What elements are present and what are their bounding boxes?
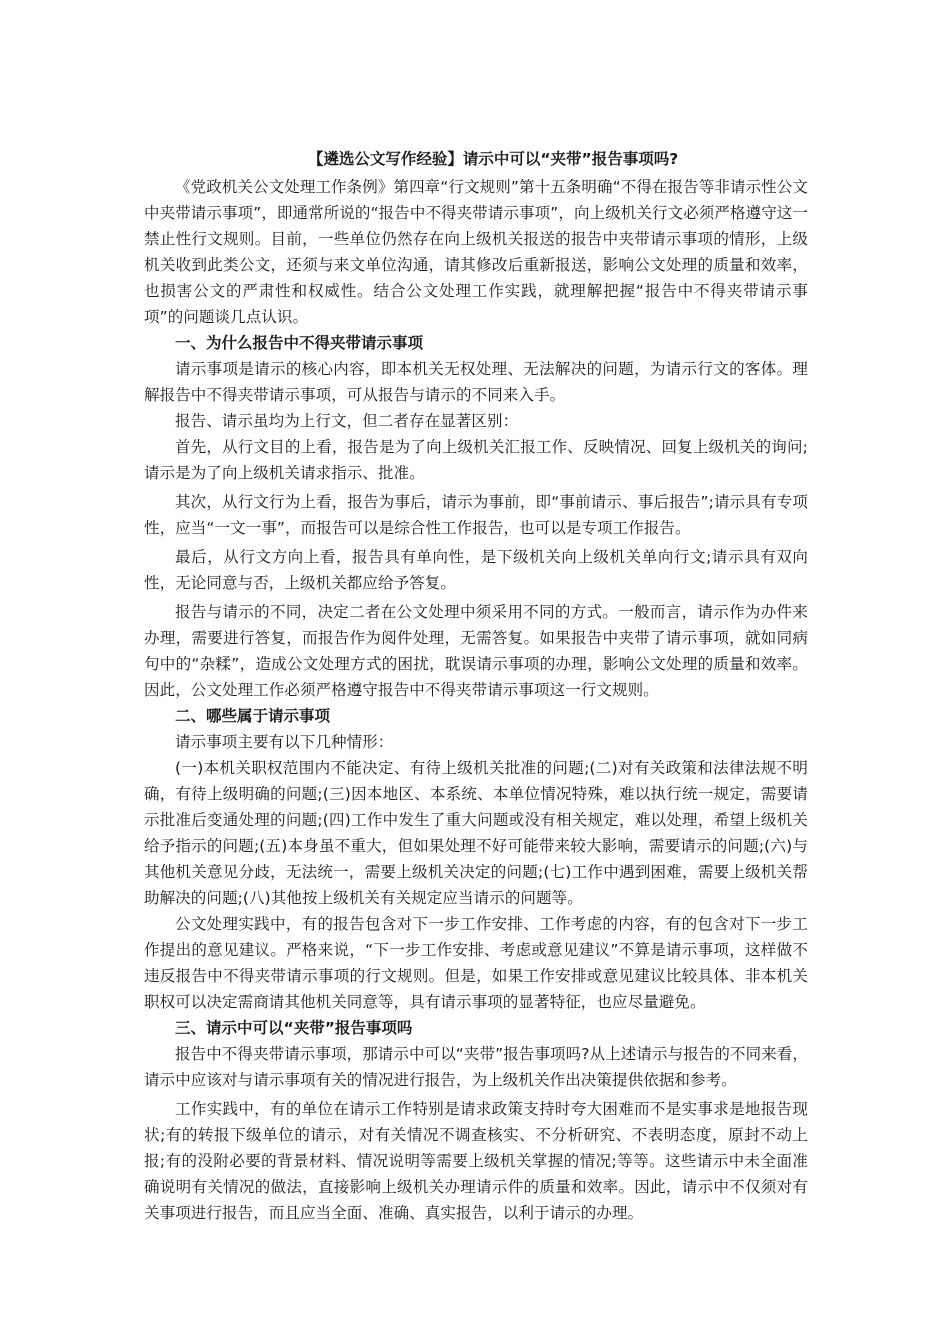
section-heading-1: 一、为什么报告中不得夹带请示事项 bbox=[175, 334, 424, 352]
paragraph: 最后，从行文方向上看，报告具有单向性，是下级机关向上级机关单向行文;请示具有双向性，无论同意与否，上级机关都应给予答复。 bbox=[144, 548, 808, 592]
paragraph: 工作实践中，有的单位在请示工作特别是请求政策支持时夸大困难而不是实事求是地报告现状;有的转报下级单位的请示，对有关情况不调查核实、不分析研究、不表明态度，原封不动上报;有的没附必要的背景材料、情况说明等需要上级机关掌握的情况;等等。这些请示中未全面准确说明有关情况的做法，直接影响上级机关办理请示件的质量和效率。因此，请示中不仅须对有关事项进行报告，而且应当全面、准确、真实报告，以利于请示的办理。 bbox=[144, 1100, 808, 1222]
paragraph: (一)本机关职权范围内不能决定、有待上级机关批准的问题;(二)对有关政策和法律法规不明确，有待上级明确的问题;(三)因本地区、本系统、本单位情况特殊，难以执行统一规定，需要请示批准后变通处理的问题;(四)工作中发生了重大问题或没有相关规定，难以处理，希望上级机关给予指示的问题;(五)本身虽不重大，但如果处理不好可能带来较大影响，需要请示的问题;(六)与其他机关意见分歧，无法统一，需要上级机关决定的问题;(七)工作中遇到困难，需要上级机关帮助解决的问题;(八)其他按上级机关有关规定应当请示的问题等。 bbox=[144, 759, 808, 907]
document-page bbox=[144, 146, 808, 1226]
paragraph: 其次，从行文行为上看，报告为事后，请示为事前，即“事前请示、事后报告”;请示具有专项性，应当“一文一事”，而报告可以是综合性工作报告，也可以是专项工作报告。 bbox=[144, 493, 808, 537]
paragraph: 公文处理实践中，有的报告包含对下一步工作安排、工作考虑的内容，有的包含对下一步工作提出的意见建议。严格来说，“下一步工作安排、考虑或意见建议”不算是请示事项，这样做不违反报告中不得夹带请示事项的行文规则。但是，如果工作安排或意见建议比较具体、非本机关职权可以决定需商请其他机关同意等，具有请示事项的显著特征，也应尽量避免。 bbox=[144, 915, 808, 1011]
paragraph: 请示事项是请示的核心内容，即本机关无权处理、无法解决的问题，为请示行文的客体。理解报告中不得夹带请示事项，可从报告与请示的不同来入手。 bbox=[144, 360, 808, 404]
paragraph: 报告与请示的不同，决定二者在公文处理中须采用不同的方式。一般而言，请示作为办件来办理，需要进行答复，而报告作为阅件处理，无需答复。如果报告中夹带了请示事项，就如同病句中的“杂糅”，造成公文处理方式的困扰，耽误请示事项的办理，影响公文处理的质量和效率。因此，公文处理工作必须严格遵守报告中不得夹带请示事项这一行文规则。 bbox=[144, 603, 808, 699]
intro-paragraph: 《党政机关公文处理工作条例》第四章“行文规则”第十五条明确“不得在报告等非请示性公文中夹带请示事项”，即通常所说的“报告中不得夹带请示事项”，向上级机关行文必须严格遵守这一禁止性行文规则。目前，一些单位仍然存在向上级机关报送的报告中夹带请示事项的情形，上级机关收到此类公文，还须与来文单位沟通，请其修改后重新报送，影响公文处理的质量和效率，也损害公文的严肃性和权威性。结合公文处理工作实践，就理解把握“报告中不得夹带请示事项”的问题谈几点认识。 bbox=[144, 178, 808, 326]
paragraph: 报告中不得夹带请示事项，那请示中可以“夹带”报告事项吗?从上述请示与报告的不同来看，请示中应该对与请示事项有关的情况进行报告，为上级机关作出决策提供依据和参考。 bbox=[144, 1045, 808, 1089]
paragraph: 首先，从行文目的上看，报告是为了向上级机关汇报工作、反映情况、回复上级机关的询问;请示是为了向上级机关请求指示、批准。 bbox=[144, 438, 808, 482]
paragraph: 报告、请示虽均为上行文，但二者存在显著区别： bbox=[175, 412, 519, 430]
section-heading-2: 二、哪些属于请示事项 bbox=[175, 707, 331, 725]
section-heading-3: 三、请示中可以“夹带”报告事项吗 bbox=[175, 1019, 413, 1037]
paragraph: 请示事项主要有以下几种情形： bbox=[175, 733, 394, 751]
document-title: 【遴选公文写作经验】请示中可以“夹带”报告事项吗? bbox=[307, 150, 679, 168]
